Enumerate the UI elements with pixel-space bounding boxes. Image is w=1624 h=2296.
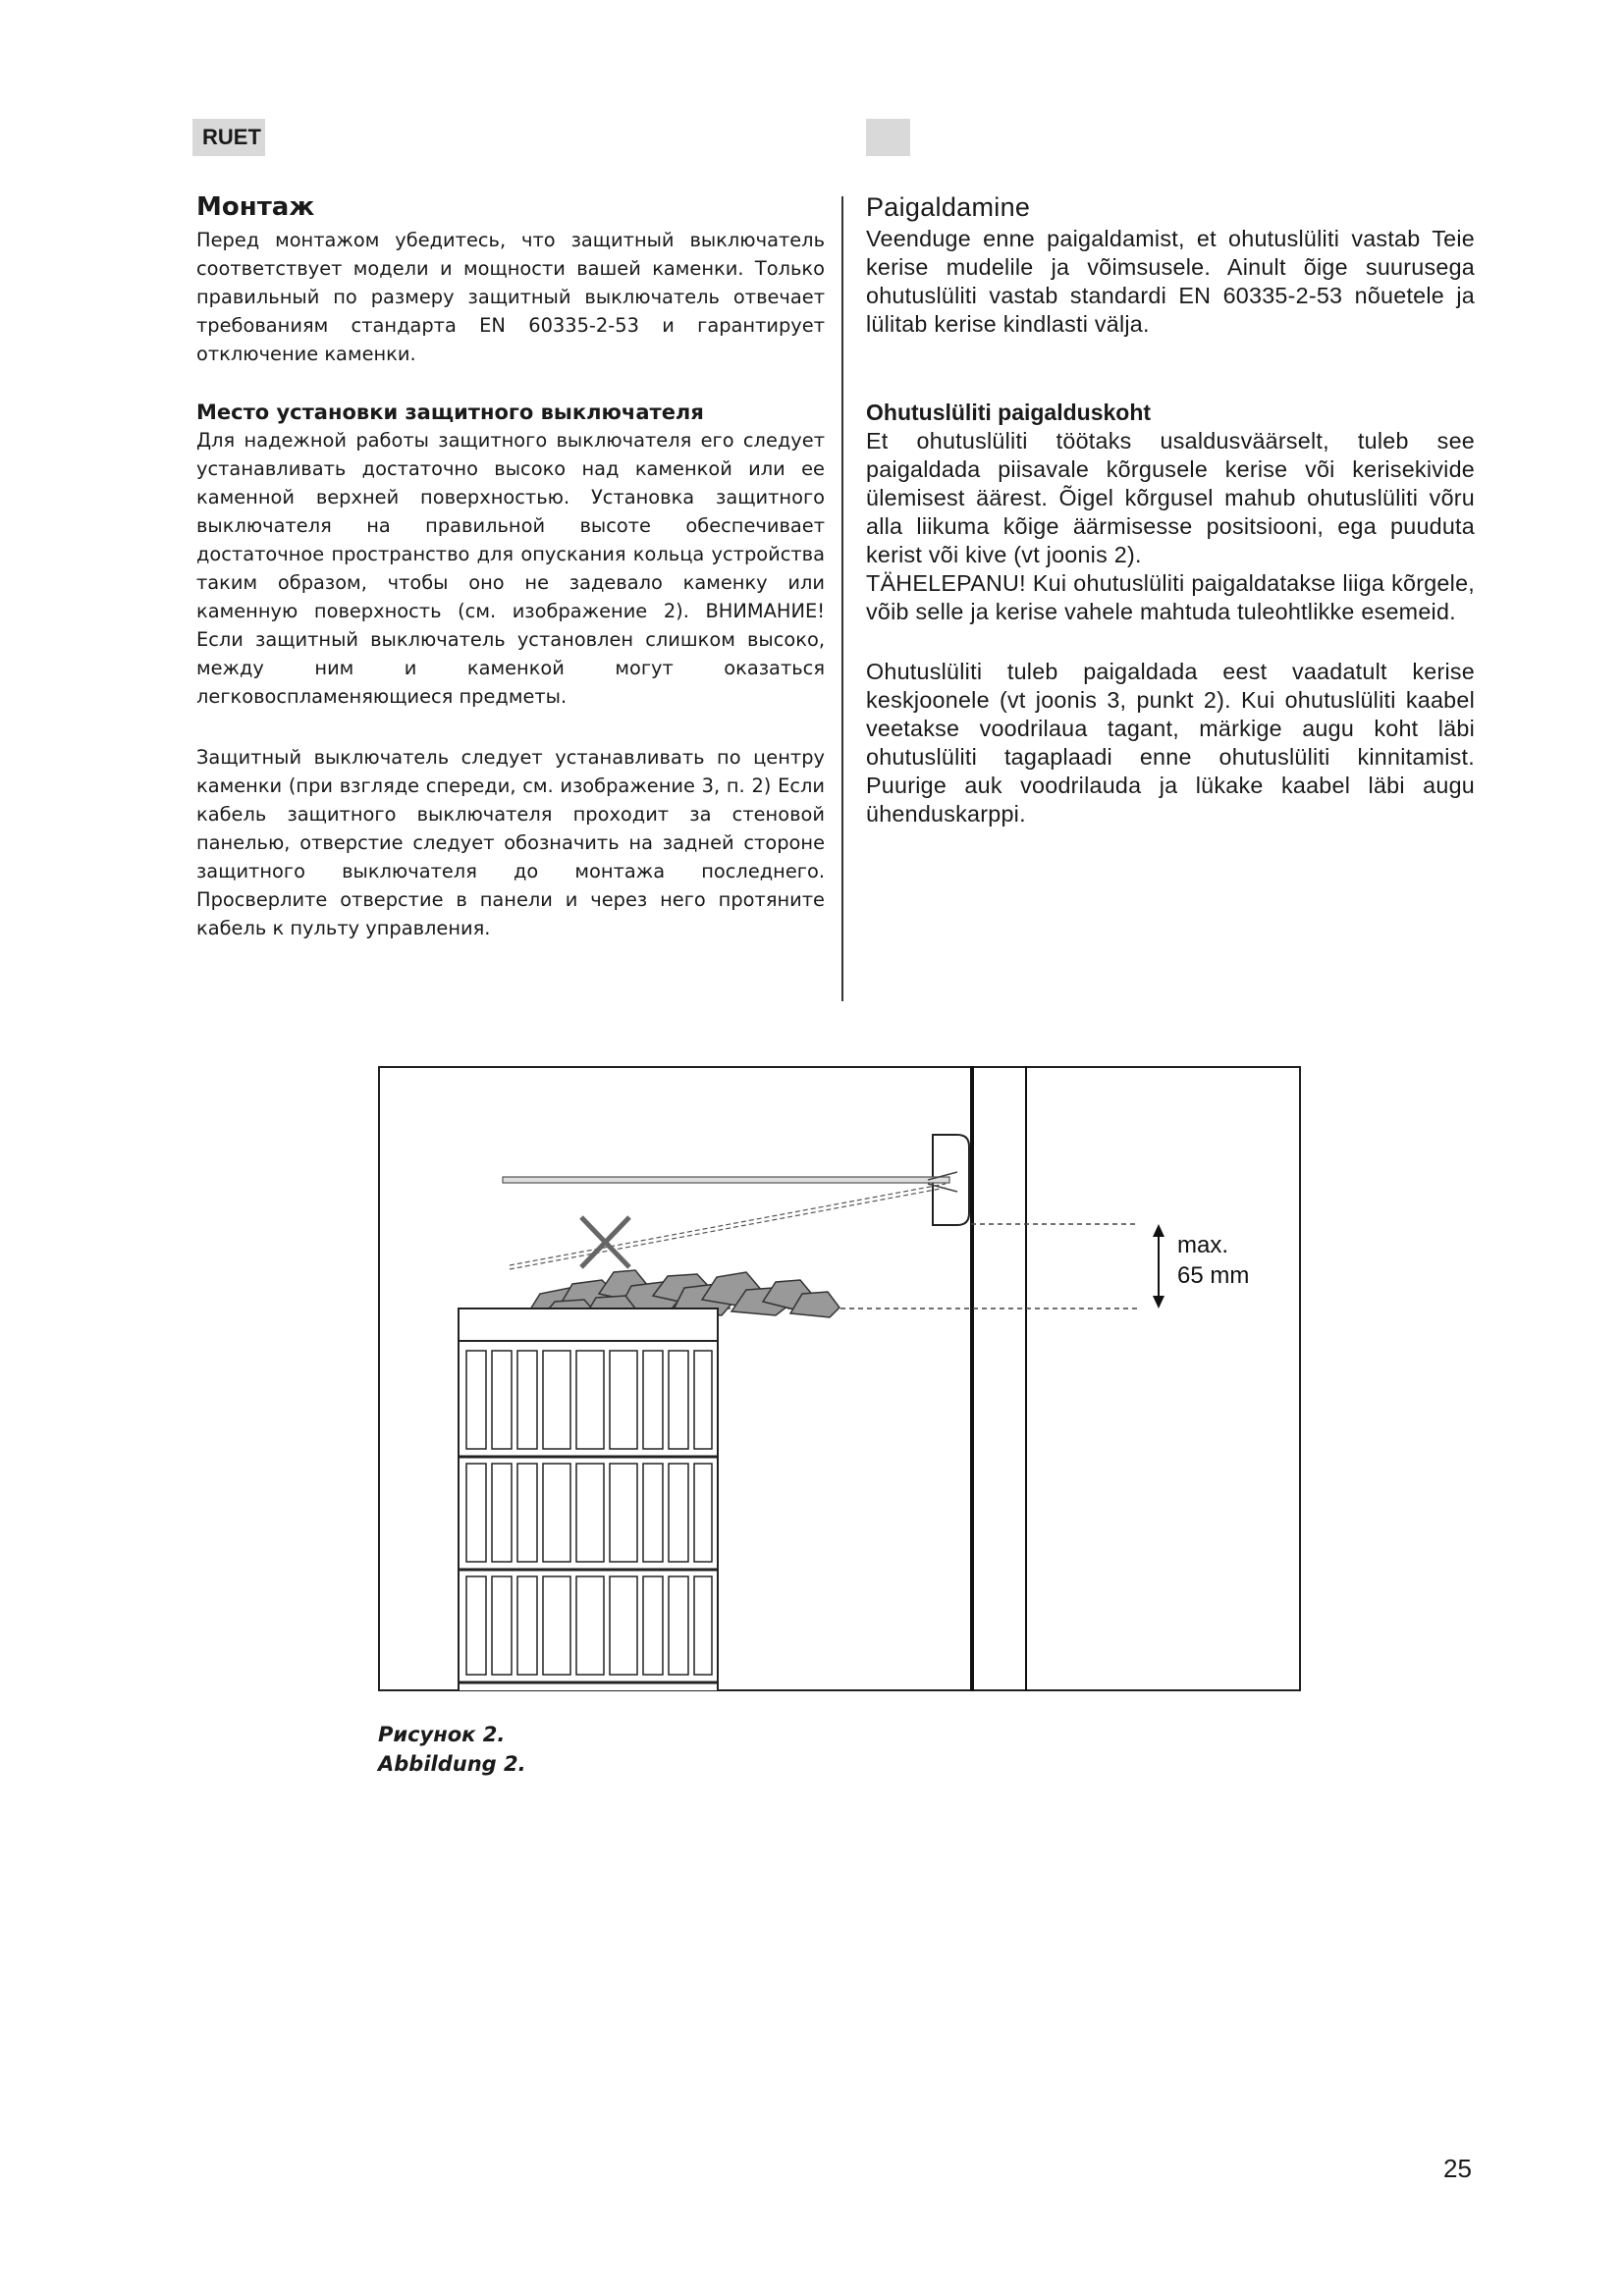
russian-column — [196, 192, 825, 942]
caption-ru: Рисунок 2. — [378, 1723, 506, 1746]
et-subheading: Ohutuslüliti paigalduskoht — [866, 400, 1152, 425]
heater-panels — [466, 1351, 712, 1675]
ru-subheading: Место установки защитного выключателя — [196, 400, 704, 424]
lowered-rod-dashed-2 — [510, 1184, 946, 1265]
dim-label-value: 65 mm — [1177, 1262, 1250, 1289]
language-tag: RUET — [192, 119, 265, 156]
ru-paragraph-1: Для надежной работы защитного выключателя его следует устанавливать достаточно высоко над каменкой или ее каменной верхней поверхностью. Установка защитного выключателя на правильной высоте обеспечивает достаточное пространство для опускания кольца устройства таким образом, чтобы оно не задевало каменку или каменную поверхность (см. изображение 2). ВНИМАНИЕ! Если защитный выключатель установлен слишком высоко, между ним и каменкой могут оказаться легковоспламеняющиеся предметы. — [196, 429, 825, 708]
figure-2-diagram — [378, 1066, 1301, 1691]
caption-de: Abbildung 2. — [378, 1752, 526, 1776]
ru-intro: Перед монтажом убедитесь, что защитный выключатель соответствует модели и мощности вашей каменки. Только правильный по размеру защитный выключатель отвечает требованиям стандарта EN 60335-2-53 и гарантирует отключение каменки. — [196, 229, 825, 365]
lowered-rod-dashed-1 — [510, 1188, 946, 1269]
et-paragraph-1b: TÄHELEPANU! Kui ohutuslüliti paigaldatakse liiga kõrgele, võib selle ja kerise vahele mahtuda tuleohtlikke esemeid. — [866, 570, 1475, 624]
column-divider — [841, 196, 843, 1001]
figure-caption — [378, 1720, 526, 1779]
ru-heading: Монтаж — [196, 192, 315, 222]
et-paragraph-2: Ohutuslüliti tuleb paigaldada eest vaadatult kerise keskjoonele (vt joonis 3, punkt 2). Kui ohutuslüliti kaabel veetakse voodrilaua tagant, märkige augu koht läbi ohutuslüliti tagaplaadi enne ohutuslüliti kinnitamist. Puurige auk voodrilauda ja lükake kaabel läbi augu ühenduskarppi. — [866, 659, 1475, 827]
header-grey-box — [866, 119, 910, 156]
switch-rod — [503, 1177, 949, 1183]
estonian-column — [866, 192, 1475, 828]
et-heading: Paigaldamine — [866, 192, 1031, 222]
et-intro: Veenduge enne paigaldamist, et ohutuslüliti vastab Teie kerise mudelile ja võimsusele. Ainult õige suurusega ohutuslüliti vastab standardi EN 60335-2-53 nõuetele ja lülitab kerise kindlasti välja. — [866, 226, 1475, 337]
et-paragraph-1: Et ohutuslüliti töötaks usaldusväärselt, tuleb see paigaldada piisavale kõrgusele kerise või kerisekivide ülemisest äärest. Õigel kõrgusel mahub ohutuslüliti võru alla liikuma kõige äärmisesse positsiooni, ega puuduta kerist või kive (vt joonis 2). — [866, 428, 1475, 567]
page-number: 25 — [1443, 2154, 1472, 2183]
dim-label-max: max. — [1177, 1232, 1229, 1258]
ru-paragraph-2: Защитный выключатель следует устанавливать по центру каменки (при взгляде спереди, см. изображение 3, п. 2) Если кабель защитного выключателя проходит за стеновой панелью, отверстие следует обозначить на задней стороне защитного выключателя до монтажа последнего. Просверлите отверстие в панели и через него протяните кабель к пульту управления. — [196, 746, 825, 939]
